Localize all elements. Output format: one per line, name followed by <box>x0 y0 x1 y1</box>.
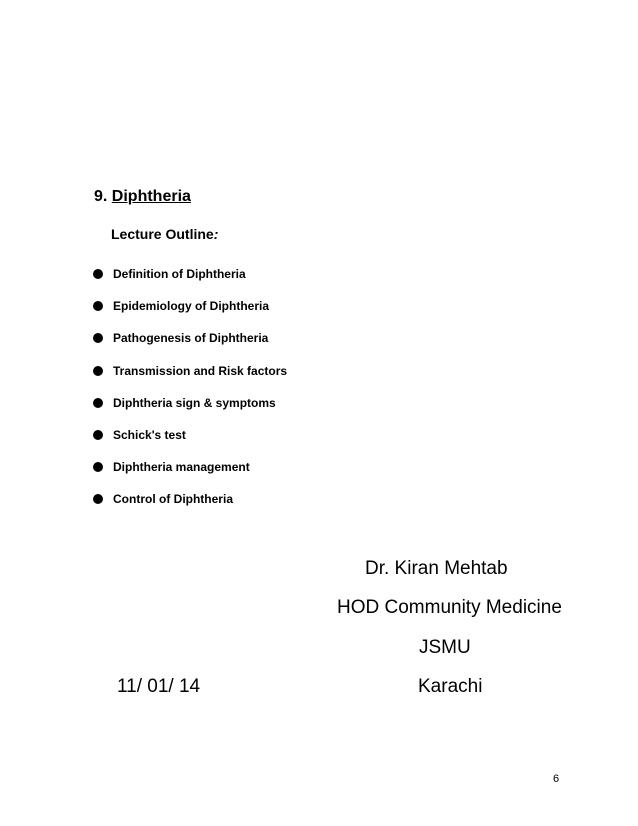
bullet-icon <box>93 430 103 440</box>
bullet-icon <box>93 269 103 279</box>
bullet-icon <box>93 301 103 311</box>
author-institution: JSMU <box>419 637 471 658</box>
author-title: HOD Community Medicine <box>337 597 562 618</box>
page-number: 6 <box>553 773 560 785</box>
document-date: 11/ 01/ 14 <box>117 676 201 697</box>
list-item-text: Control of Diphtheria <box>113 492 233 507</box>
section-heading <box>94 188 191 206</box>
list-item <box>93 258 287 290</box>
list-item <box>93 355 287 387</box>
bullet-icon <box>93 462 103 472</box>
bullet-icon <box>93 494 103 504</box>
list-item <box>93 387 287 419</box>
list-item-text: Diphtheria management <box>113 460 250 475</box>
author-city: Karachi <box>418 676 483 697</box>
list-item-text: Pathogenesis of Diphtheria <box>113 331 269 346</box>
list-item-text: Diphtheria sign & symptoms <box>113 395 276 410</box>
lecture-outline-label <box>111 226 218 242</box>
list-item <box>93 419 287 451</box>
list-item-text: Schick's test <box>113 428 186 443</box>
list-item-text: Transmission and Risk factors <box>113 363 288 378</box>
list-item <box>93 290 287 322</box>
list-item <box>93 322 287 354</box>
bullet-icon <box>93 366 103 376</box>
list-item-text: Definition of Diphtheria <box>113 267 246 282</box>
bullet-icon <box>93 398 103 408</box>
list-item-text: Epidemiology of Diphtheria <box>113 299 270 314</box>
section-number: 9. <box>94 188 108 205</box>
outline-list <box>93 258 287 516</box>
bullet-icon <box>93 333 103 343</box>
section-title: Diphtheria <box>111 188 191 205</box>
list-item <box>93 483 287 515</box>
list-item <box>93 451 287 483</box>
lecture-outline-colon: : <box>213 226 219 242</box>
lecture-outline-text: Lecture Outline <box>111 226 214 242</box>
author-name: Dr. Kiran Mehtab <box>365 558 508 579</box>
